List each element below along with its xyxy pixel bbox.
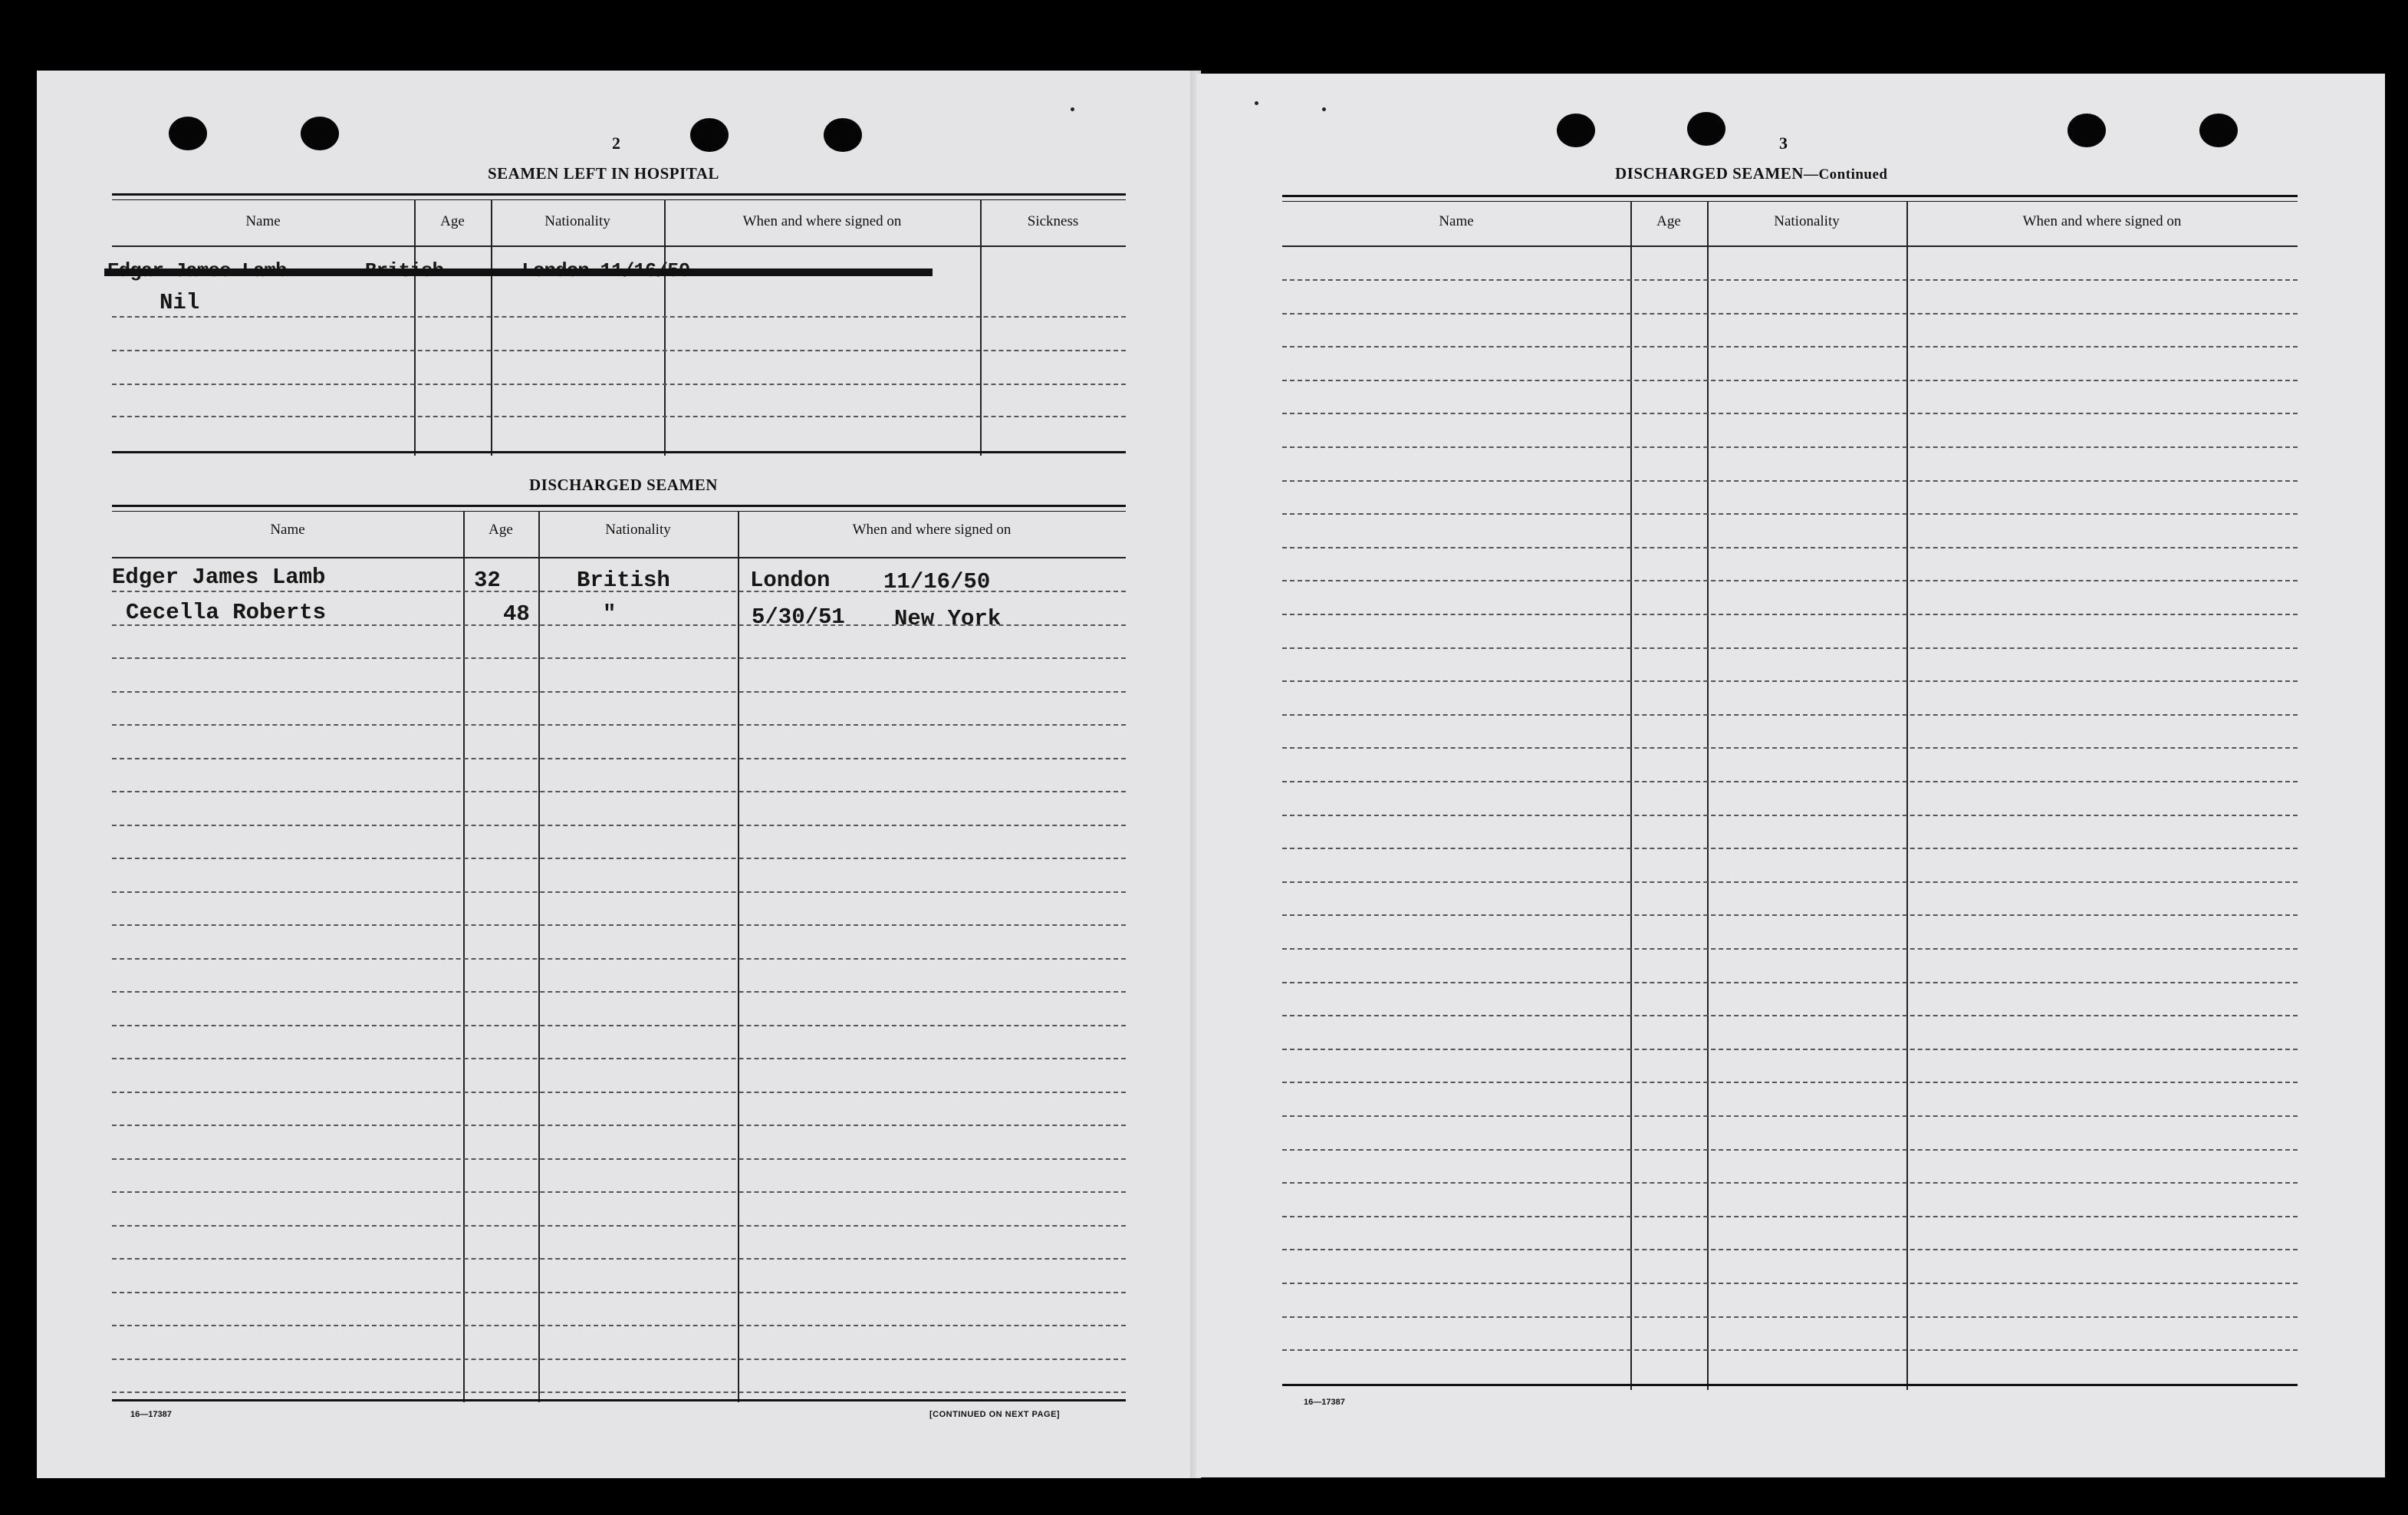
- column-divider: [463, 511, 465, 1402]
- row-line: [112, 350, 1126, 351]
- row-1-nationality: British: [577, 568, 670, 593]
- row-line: [1282, 513, 2298, 515]
- row-2-place: New York: [894, 606, 1002, 631]
- punch-hole: [1557, 114, 1595, 147]
- row-line: [1282, 380, 2298, 381]
- row-line: [112, 1359, 1126, 1360]
- row-line: [1282, 580, 2298, 581]
- row-line: [112, 924, 1126, 926]
- row-line: [1282, 1316, 2298, 1318]
- column-header-nationality: Nationality: [605, 522, 671, 538]
- row-line: [112, 1125, 1126, 1126]
- table-bottom-rule: [112, 451, 1126, 453]
- punch-hole: [1687, 112, 1725, 146]
- table-bottom-rule: [1282, 1384, 2298, 1386]
- row-1-name: Edger James Lamb: [112, 565, 326, 590]
- row-line: [1282, 480, 2298, 482]
- column-header-name: Name: [1439, 213, 1474, 229]
- row-line: [1282, 747, 2298, 749]
- punch-hole: [169, 117, 207, 150]
- hospital-table: [112, 193, 1126, 457]
- row-1-date: 11/16/50: [883, 569, 991, 594]
- row-line: [112, 825, 1126, 826]
- speck: [1322, 107, 1326, 111]
- row-line: [112, 891, 1126, 893]
- row-line: [112, 758, 1126, 759]
- row-line: [1282, 614, 2298, 615]
- table-header-rule: [1282, 245, 2298, 247]
- row-line: [1282, 1049, 2298, 1050]
- page-number-left: 2: [612, 133, 620, 153]
- row-line: [112, 1292, 1126, 1293]
- right-section-title-suffix: —Continued: [1803, 166, 1888, 183]
- table-top-rule: [112, 505, 1126, 512]
- column-divider: [738, 511, 739, 1402]
- page-number-right: 3: [1779, 133, 1788, 153]
- punch-hole: [2199, 114, 2238, 147]
- punch-hole: [301, 117, 339, 150]
- discharged-table: [112, 505, 1126, 1404]
- row-line: [112, 657, 1126, 659]
- column-header-signed-on: When and where signed on: [2022, 213, 2182, 229]
- column-header-nationality: Nationality: [544, 213, 610, 229]
- table-bottom-rule: [112, 1399, 1126, 1401]
- discharged-continued-table: [1282, 195, 2298, 1391]
- row-2-date: 5/30/51: [752, 604, 845, 630]
- punch-hole: [824, 118, 862, 152]
- row-line: [1282, 547, 2298, 548]
- row-line: [1282, 714, 2298, 716]
- table-top-rule: [112, 193, 1126, 200]
- row-line: [1282, 1082, 2298, 1083]
- form-code-left: 16—17387: [130, 1410, 172, 1419]
- row-line: [1282, 982, 2298, 983]
- form-code-right: 16—17387: [1304, 1398, 1345, 1407]
- column-header-name: Name: [270, 522, 305, 538]
- column-header-name: Name: [245, 213, 281, 229]
- row-line: [112, 1325, 1126, 1326]
- row-2-age: 48: [503, 601, 530, 627]
- row-line: [112, 1058, 1126, 1059]
- table-header-rule: [112, 557, 1126, 558]
- row-line: [1282, 413, 2298, 414]
- row-line: [1282, 881, 2298, 883]
- row-line: [112, 858, 1126, 859]
- row-line: [1282, 446, 2298, 448]
- table-header-rule: [112, 245, 1126, 247]
- row-line: [112, 1258, 1126, 1260]
- row-line: [112, 1391, 1126, 1393]
- row-line: [1282, 1149, 2298, 1151]
- row-line: [1282, 1015, 2298, 1016]
- speck: [1255, 101, 1258, 105]
- row-line: [1282, 914, 2298, 916]
- column-header-signed-on: When and where signed on: [852, 522, 1012, 538]
- column-header-signed-on: When and where signed on: [742, 213, 902, 229]
- column-header-nationality: Nationality: [1774, 213, 1840, 229]
- table-top-rule: [1282, 195, 2298, 202]
- speck: [1071, 107, 1074, 111]
- row-line: [112, 1092, 1126, 1093]
- right-section-title: [1615, 164, 1887, 183]
- row-line: [112, 416, 1126, 417]
- punch-hole: [690, 118, 729, 152]
- hospital-nil-value: Nil: [160, 290, 200, 315]
- row-line: [1282, 1182, 2298, 1184]
- row-line: [1282, 948, 2298, 950]
- column-divider: [538, 511, 540, 1402]
- row-1-place: London: [750, 568, 831, 593]
- row-line: [112, 384, 1126, 385]
- row-line: [1282, 1283, 2298, 1284]
- row-line: [112, 1191, 1126, 1193]
- row-line: [1282, 781, 2298, 782]
- continued-note: [CONTINUED ON NEXT PAGE]: [929, 1410, 1061, 1419]
- row-line: [112, 991, 1126, 993]
- row-line: [112, 791, 1126, 792]
- row-line: [112, 958, 1126, 960]
- row-line: [112, 724, 1126, 726]
- row-line: [1282, 1349, 2298, 1351]
- row-1-age: 32: [474, 568, 501, 593]
- right-section-title-text: DISCHARGED SEAMEN: [1615, 164, 1804, 183]
- hospital-section-title: SEAMEN LEFT IN HOSPITAL: [488, 164, 719, 183]
- row-line: [112, 316, 1126, 318]
- row-line: [1282, 346, 2298, 347]
- strike-through-bar: [104, 268, 933, 276]
- row-line: [1282, 647, 2298, 649]
- row-line: [1282, 1249, 2298, 1250]
- punch-hole: [2068, 114, 2106, 147]
- row-line: [1282, 313, 2298, 315]
- column-header-age: Age: [1656, 213, 1681, 229]
- row-2-nationality: ": [603, 601, 617, 627]
- row-2-name: Cecella Roberts: [126, 600, 327, 625]
- row-line: [112, 1025, 1126, 1026]
- row-line: [1282, 1115, 2298, 1117]
- row-line: [112, 1158, 1126, 1160]
- row-line: [1282, 848, 2298, 849]
- column-header-age: Age: [440, 213, 465, 229]
- discharged-section-title: DISCHARGED SEAMEN: [529, 476, 718, 494]
- row-line: [112, 691, 1126, 693]
- row-line: [1282, 279, 2298, 281]
- row-line: [1282, 1216, 2298, 1217]
- row-line: [112, 1225, 1126, 1227]
- column-header-age: Age: [489, 522, 513, 538]
- row-line: [1282, 680, 2298, 682]
- column-header-sickness: Sickness: [1027, 213, 1079, 229]
- row-line: [1282, 815, 2298, 816]
